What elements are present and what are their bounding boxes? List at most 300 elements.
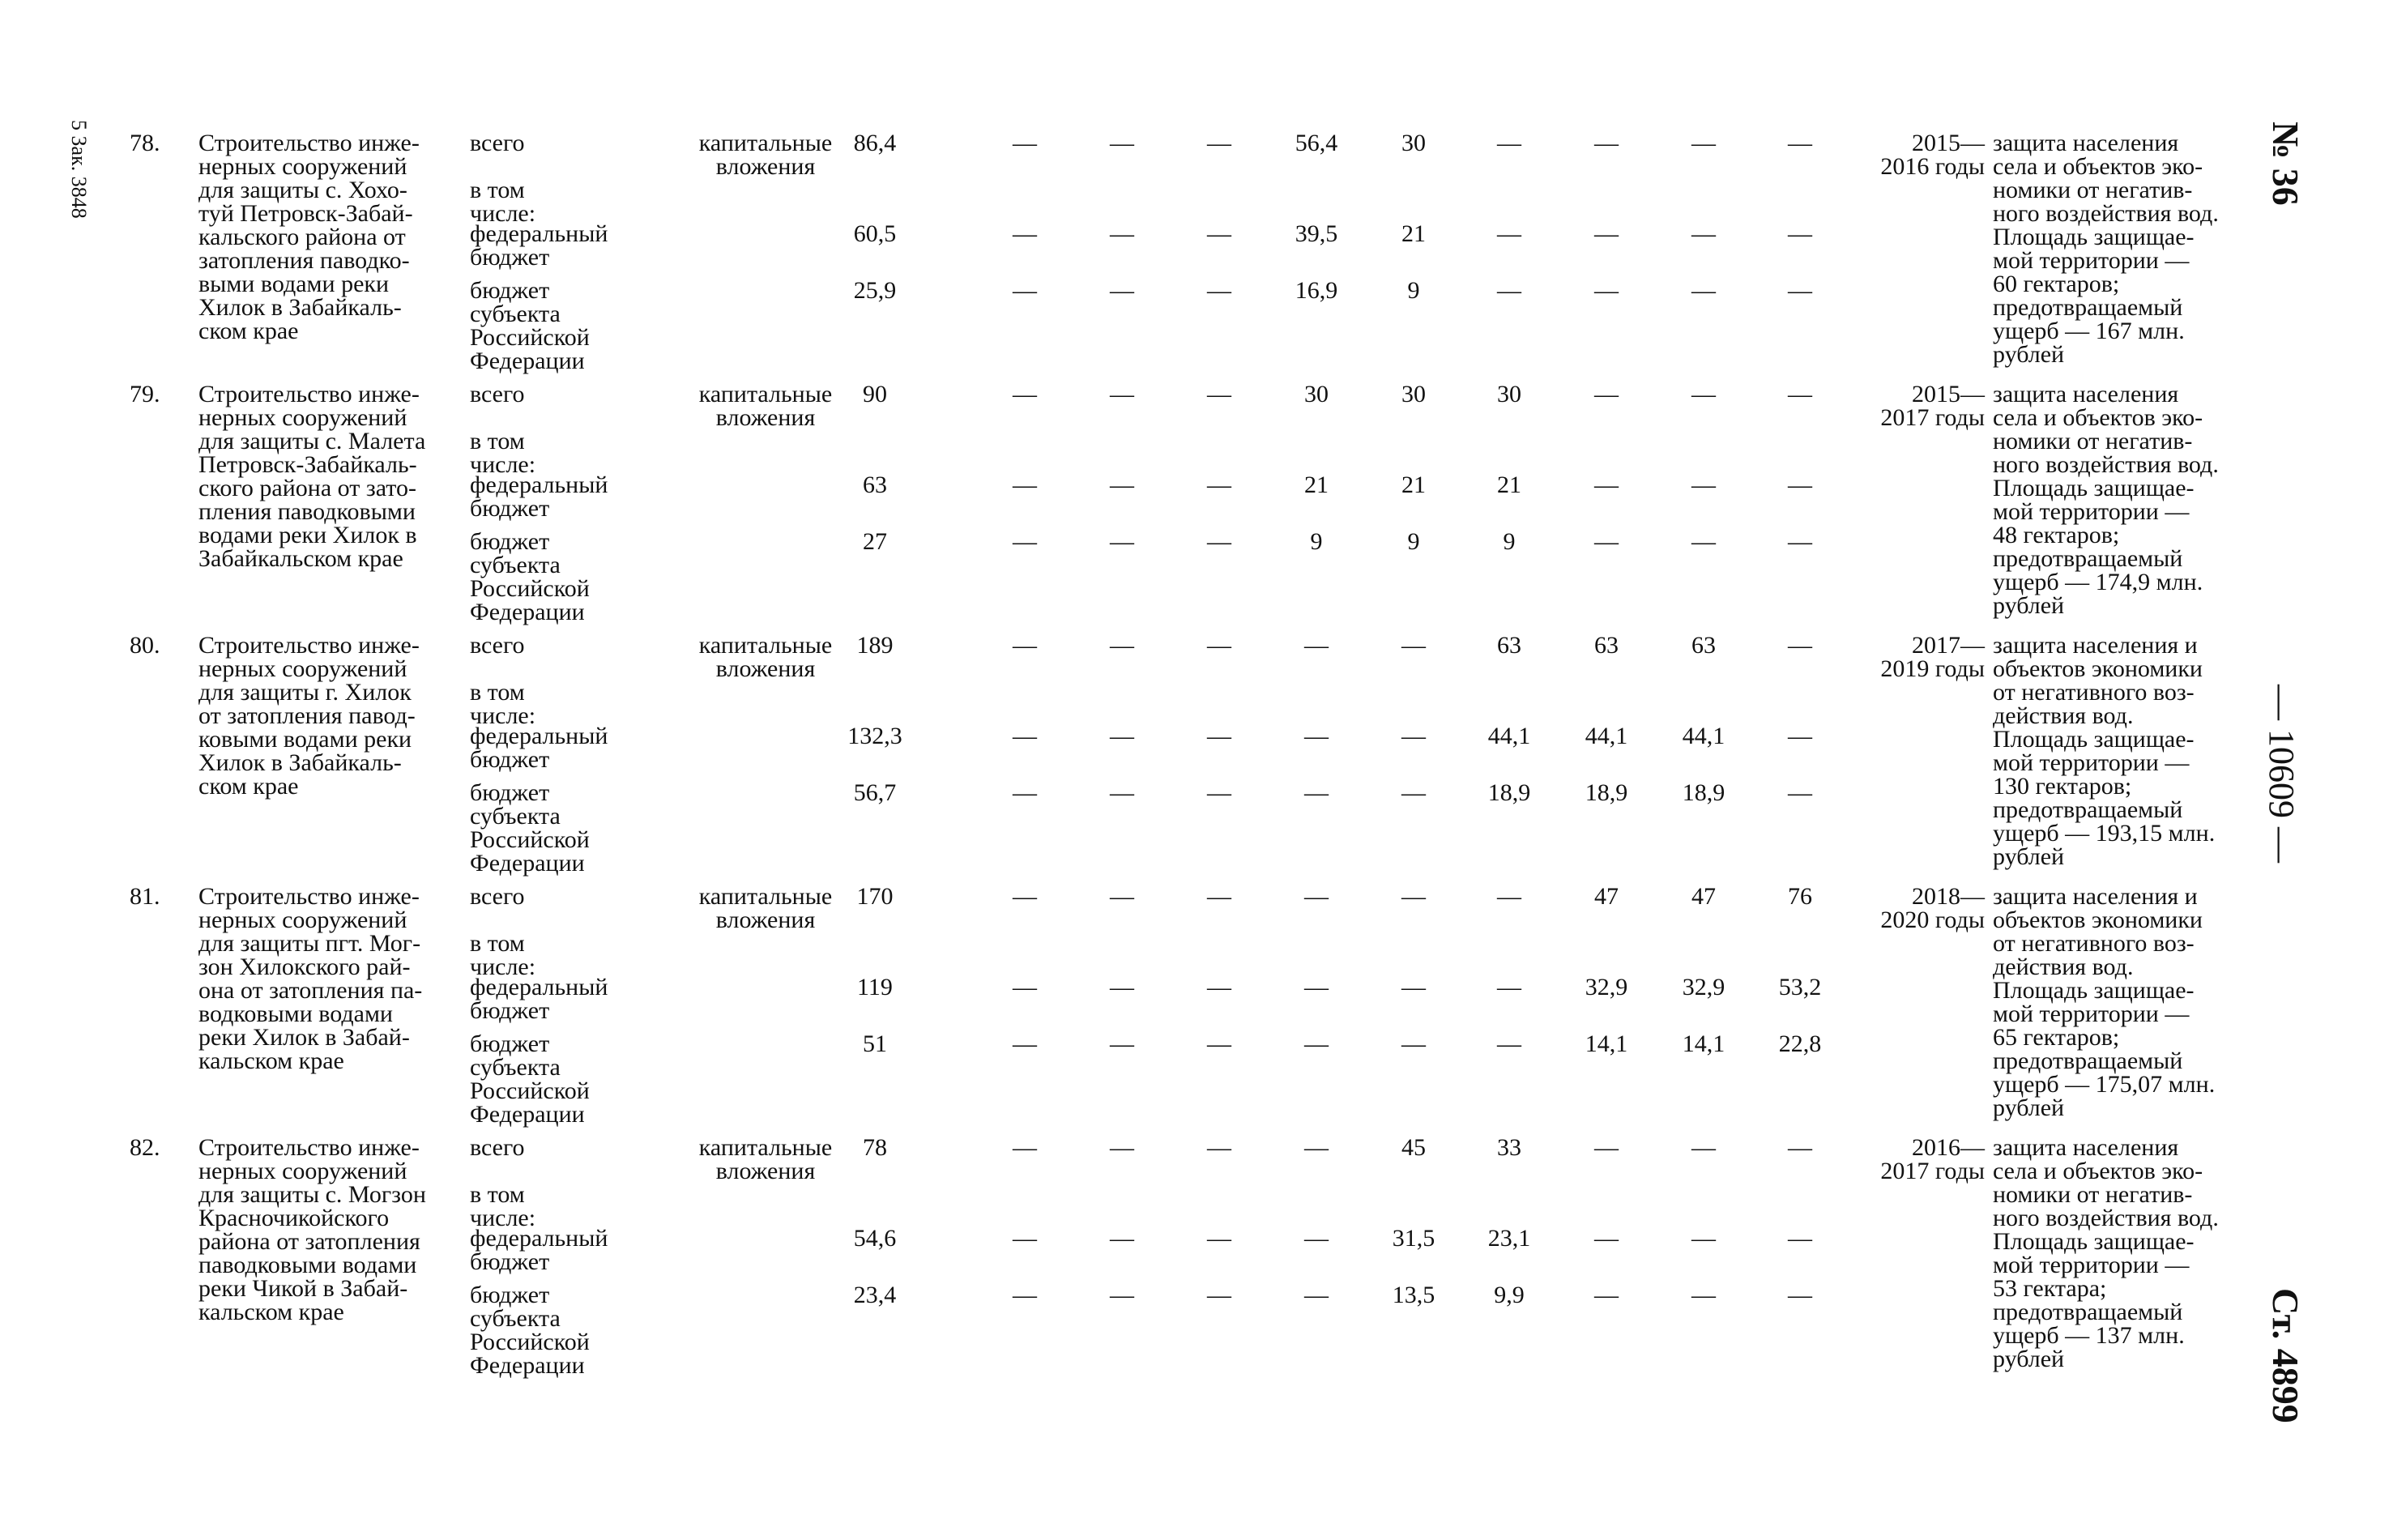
measure-name-line: зон Хилокского рай-: [198, 953, 411, 980]
result-line: защита населения: [1993, 381, 2179, 407]
value-cell: —: [1207, 277, 1231, 304]
measure-name-line: реки Хилок в Забай-: [198, 1024, 410, 1051]
value-cell: —: [1013, 130, 1037, 156]
funding-type-line: вложения: [715, 907, 816, 933]
period-line: 2019 годы: [1880, 655, 1985, 682]
value-cell: 30: [1304, 381, 1329, 407]
value-cell: —: [1013, 528, 1037, 555]
value-cell: —: [1594, 1134, 1619, 1161]
measure-name-line: Строительство инже-: [198, 883, 420, 910]
source-including-line: в том числе:: [470, 1181, 536, 1231]
source-regional-line: субъекта: [470, 1305, 561, 1332]
measure-name-line: Строительство инже-: [198, 130, 420, 156]
source-regional-line: Российской: [470, 575, 590, 602]
result-line: ущерб — 137 млн.: [1993, 1322, 2185, 1349]
value-cell: —: [1497, 883, 1521, 910]
order-number-margin: 5 Зак. 3848: [67, 120, 91, 219]
result-line: ного воздействия вод.: [1993, 200, 2219, 227]
result-line: ущерб — 174,9 млн.: [1993, 569, 2203, 595]
result-line: от негативного воз-: [1993, 679, 2195, 706]
value-cell: —: [1691, 277, 1716, 304]
result-line: мой территории —: [1993, 1252, 2190, 1278]
measure-name-line: пления паводковыми: [198, 498, 416, 525]
value-cell: —: [1110, 1030, 1134, 1057]
result-line: рублей: [1993, 1346, 2065, 1372]
value-cell: —: [1207, 528, 1231, 555]
value-cell: 63: [1594, 632, 1619, 659]
value-cell: —: [1304, 1282, 1329, 1308]
source-regional-line: Российской: [470, 324, 590, 351]
value-cell: 21: [1401, 471, 1426, 498]
implementation-period: [1742, 382, 1985, 429]
measure-name-line: для защиты с. Малета: [198, 428, 426, 454]
measure-name-line: нерных сооружений: [198, 153, 407, 180]
result-line: ущерб — 167 млн.: [1993, 318, 2185, 344]
row-number: 79.: [130, 381, 160, 407]
result-line: Площадь защищае-: [1993, 224, 2195, 250]
value-cell: 47: [1594, 883, 1619, 910]
value-cell: —: [1110, 1134, 1134, 1161]
result-line: 60 гектаров;: [1993, 271, 2120, 297]
value-cell: —: [1304, 883, 1329, 910]
measure-name-line: ском крае: [198, 773, 299, 800]
measure-name-line: водковыми водами: [198, 1000, 393, 1027]
value-cell: 86,4: [853, 130, 897, 156]
values-regional: [122, 1032, 2066, 1056]
value-cell: —: [1013, 779, 1037, 806]
value-cell: —: [1110, 1225, 1134, 1252]
value-cell: —: [1497, 220, 1521, 247]
result-line: Площадь защищае-: [1993, 726, 2195, 753]
source-regional-line: субъекта: [470, 1054, 561, 1081]
period-line: 2016—: [1912, 1134, 1985, 1161]
measure-name-line: района от затопления: [198, 1228, 420, 1255]
value-cell: —: [1304, 974, 1329, 1000]
value-cell: —: [1110, 723, 1134, 749]
value-cell: —: [1304, 779, 1329, 806]
result-line: защита населения: [1993, 130, 2179, 156]
result-line: 65 гектаров;: [1993, 1024, 2120, 1051]
result-line: ущерб — 175,07 млн.: [1993, 1071, 2216, 1098]
value-cell: 21: [1497, 471, 1521, 498]
value-cell: —: [1788, 528, 1812, 555]
value-cell: 25,9: [853, 277, 897, 304]
period-line: 2017—: [1912, 632, 1985, 659]
values-federal: [122, 1225, 2066, 1255]
implementation-period: [1742, 1136, 1985, 1183]
value-cell: —: [1691, 1225, 1716, 1252]
value-cell: —: [1110, 130, 1134, 156]
value-cell: —: [1691, 528, 1716, 555]
value-cell: —: [1304, 1134, 1329, 1161]
value-cell: —: [1110, 779, 1134, 806]
value-cell: —: [1207, 883, 1231, 910]
values-regional: [122, 781, 2066, 805]
value-cell: 31,5: [1392, 1225, 1435, 1252]
measure-name: [198, 633, 450, 798]
measure-name-line: водами реки Хилок в: [198, 522, 417, 548]
value-cell: —: [1013, 883, 1037, 910]
measure-name-line: Хилок в Забайкаль-: [198, 294, 402, 321]
source-regional-line: субъекта: [470, 552, 561, 578]
value-cell: —: [1013, 1134, 1037, 1161]
result-line: ного воздействия вод.: [1993, 451, 2219, 478]
result-line: мой территории —: [1993, 749, 2190, 776]
result-line: номики от негатив-: [1993, 177, 2193, 203]
values-regional: [122, 530, 2066, 554]
funding-type-line: капитальные: [698, 381, 833, 407]
result-line: рублей: [1993, 592, 2065, 619]
result-line: рублей: [1993, 341, 2065, 368]
result-line: действия вод.: [1993, 953, 2134, 980]
source-regional-line: бюджет: [470, 779, 550, 806]
value-cell: —: [1207, 130, 1231, 156]
funding-type-line: вложения: [715, 655, 816, 682]
source-including: [470, 429, 535, 476]
value-cell: 63: [1691, 632, 1716, 659]
source-federal-line: федеральный: [470, 471, 608, 498]
value-cell: —: [1691, 1134, 1716, 1161]
value-cell: 132,3: [847, 723, 902, 749]
value-cell: —: [1691, 381, 1716, 407]
source-including-line: в том числе:: [470, 177, 536, 227]
measure-name-line: кальском крае: [198, 1299, 344, 1325]
result-line: предотвращаемый: [1993, 796, 2183, 823]
value-cell: —: [1594, 1282, 1619, 1308]
source-federal-line: федеральный: [470, 974, 608, 1000]
source-regional-line: бюджет: [470, 1282, 550, 1308]
value-cell: 51: [863, 1030, 887, 1057]
value-cell: —: [1013, 1282, 1037, 1308]
funding-type-line: вложения: [715, 404, 816, 431]
result-line: Площадь защищае-: [1993, 1228, 2195, 1255]
value-cell: —: [1013, 1030, 1037, 1057]
measure-name-line: нерных сооружений: [198, 404, 407, 431]
value-cell: 63: [1497, 632, 1521, 659]
result-line: мой территории —: [1993, 247, 2190, 274]
source-including: [470, 680, 535, 727]
source-federal-line: бюджет: [470, 746, 550, 773]
value-cell: —: [1788, 1282, 1812, 1308]
source-regional-line: Федерации: [470, 1101, 585, 1128]
row-number: 78.: [130, 130, 160, 156]
value-cell: 39,5: [1295, 220, 1338, 247]
source-regional-line: субъекта: [470, 803, 561, 830]
implementation-period: [1742, 885, 1985, 932]
value-cell: 22,8: [1778, 1030, 1822, 1057]
value-cell: 44,1: [1487, 723, 1531, 749]
value-cell: —: [1788, 779, 1812, 806]
value-cell: —: [1401, 883, 1426, 910]
source-including: [470, 178, 535, 225]
value-cell: 18,9: [1682, 779, 1725, 806]
source-including-line: в том числе:: [470, 930, 536, 980]
value-cell: —: [1110, 381, 1134, 407]
value-cell: —: [1497, 277, 1521, 304]
source-including: [470, 932, 535, 979]
value-cell: —: [1207, 723, 1231, 749]
value-cell: —: [1788, 723, 1812, 749]
source-regional-line: бюджет: [470, 528, 550, 555]
values-regional: [122, 1283, 2066, 1308]
funding-type-line: капитальные: [698, 883, 833, 910]
measure-name-line: Строительство инже-: [198, 632, 420, 659]
measure-name-line: реки Чикой в Забай-: [198, 1275, 408, 1302]
value-cell: 189: [856, 632, 894, 659]
result-line: 48 гектаров;: [1993, 522, 2120, 548]
value-cell: —: [1788, 1225, 1812, 1252]
expected-result: [1993, 885, 2220, 1120]
value-cell: 13,5: [1392, 1282, 1435, 1308]
value-cell: —: [1594, 471, 1619, 498]
funding-type-line: вложения: [715, 1158, 816, 1184]
value-cell: —: [1110, 883, 1134, 910]
measure-name-line: кальском крае: [198, 1047, 344, 1074]
source-regional-line: Федерации: [470, 348, 585, 374]
result-line: от негативного воз-: [1993, 930, 2195, 957]
source-total-line: всего: [470, 1134, 525, 1161]
value-cell: —: [1594, 528, 1619, 555]
value-cell: 16,9: [1295, 277, 1338, 304]
result-line: защита населения и: [1993, 883, 2198, 910]
value-cell: —: [1691, 1282, 1716, 1308]
result-line: села и объектов эко-: [1993, 153, 2203, 180]
source-regional-line: Российской: [470, 826, 590, 853]
value-cell: —: [1401, 1030, 1426, 1057]
expected-result: [1993, 1136, 2220, 1371]
value-cell: —: [1013, 1225, 1037, 1252]
result-line: предотвращаемый: [1993, 294, 2183, 321]
source-regional-line: бюджет: [470, 277, 550, 304]
value-cell: —: [1497, 1030, 1521, 1057]
value-cell: —: [1207, 1030, 1231, 1057]
measure-name-line: от затопления павод-: [198, 702, 416, 729]
measure-name-line: ского района от зато-: [198, 475, 416, 501]
source-federal-line: бюджет: [470, 495, 550, 522]
source-federal-line: федеральный: [470, 220, 608, 247]
period-line: 2015—: [1912, 130, 1985, 156]
measure-name-line: туй Петровск-Забай-: [198, 200, 413, 227]
source-including: [470, 1183, 535, 1230]
value-cell: 21: [1304, 471, 1329, 498]
source-federal-line: бюджет: [470, 997, 550, 1024]
measure-name-line: нерных сооружений: [198, 1158, 407, 1184]
page-number: Ст. 4899: [2265, 1288, 2306, 1423]
result-line: 53 гектара;: [1993, 1275, 2107, 1302]
value-cell: —: [1207, 381, 1231, 407]
value-cell: 44,1: [1585, 723, 1628, 749]
values-federal: [122, 473, 2066, 497]
value-cell: 18,9: [1487, 779, 1531, 806]
value-cell: —: [1594, 381, 1619, 407]
source-total-line: всего: [470, 381, 525, 407]
value-cell: 9: [1407, 528, 1420, 555]
value-cell: —: [1691, 130, 1716, 156]
value-cell: —: [1594, 1225, 1619, 1252]
value-cell: 30: [1401, 381, 1426, 407]
measure-name-line: ском крае: [198, 318, 299, 344]
value-cell: —: [1013, 471, 1037, 498]
value-cell: —: [1110, 632, 1134, 659]
source-total-line: всего: [470, 632, 525, 659]
value-cell: —: [1304, 1030, 1329, 1057]
value-cell: —: [1304, 632, 1329, 659]
row-number: 80.: [130, 632, 160, 659]
result-line: рублей: [1993, 843, 2065, 870]
result-line: ного воздействия вод.: [1993, 1205, 2219, 1231]
value-cell: 170: [856, 883, 894, 910]
funding-type-line: капитальные: [698, 1134, 833, 1161]
result-line: предотвращаемый: [1993, 1299, 2183, 1325]
measure-name-line: для защиты г. Хилок: [198, 679, 412, 706]
value-cell: 53,2: [1778, 974, 1822, 1000]
value-cell: 21: [1401, 220, 1426, 247]
value-cell: 54,6: [853, 1225, 897, 1252]
value-cell: —: [1304, 723, 1329, 749]
source-federal-line: бюджет: [470, 1248, 550, 1275]
value-cell: —: [1207, 974, 1231, 1000]
expected-result: [1993, 382, 2220, 617]
value-cell: 32,9: [1585, 974, 1628, 1000]
source-total-line: всего: [470, 883, 525, 910]
expected-result: [1993, 633, 2220, 868]
source-regional-line: Российской: [470, 1077, 590, 1104]
result-line: номики от негатив-: [1993, 428, 2193, 454]
result-line: Площадь защищае-: [1993, 475, 2195, 501]
value-cell: —: [1401, 779, 1426, 806]
result-line: номики от негатив-: [1993, 1181, 2193, 1208]
result-line: ущерб — 193,15 млн.: [1993, 820, 2216, 847]
value-cell: 119: [857, 974, 893, 1000]
source-regional-line: Федерации: [470, 599, 585, 625]
source-including-line: в том числе:: [470, 679, 536, 729]
document-number: — 10609 —: [2262, 685, 2301, 863]
period-line: 2015—: [1912, 381, 1985, 407]
measure-name-line: ковыми водами реки: [198, 726, 412, 753]
value-cell: 60,5: [853, 220, 897, 247]
value-cell: —: [1691, 471, 1716, 498]
result-line: защита населения: [1993, 1134, 2179, 1161]
result-line: села и объектов эко-: [1993, 1158, 2203, 1184]
row-number: 82.: [130, 1134, 160, 1161]
value-cell: —: [1788, 277, 1812, 304]
source-federal-line: федеральный: [470, 1225, 608, 1252]
funding-type-line: капитальные: [698, 632, 833, 659]
period-line: 2017 годы: [1880, 404, 1985, 431]
value-cell: 14,1: [1682, 1030, 1725, 1057]
measure-name-line: паводковыми водами: [198, 1252, 417, 1278]
value-cell: 45: [1401, 1134, 1426, 1161]
values-federal: [122, 974, 2066, 1004]
result-line: предотвращаемый: [1993, 545, 2183, 572]
value-cell: —: [1497, 130, 1521, 156]
value-cell: —: [1013, 974, 1037, 1000]
result-line: села и объектов эко-: [1993, 404, 2203, 431]
result-line: мой территории —: [1993, 498, 2190, 525]
result-line: рублей: [1993, 1094, 2065, 1121]
measure-name-line: Петровск-Забайкаль-: [198, 451, 417, 478]
period-line: 2016 годы: [1880, 153, 1985, 180]
values-federal: [122, 222, 2066, 246]
measure-name-line: выми водами реки: [198, 271, 390, 297]
measure-name-line: затопления паводко-: [198, 247, 410, 274]
period-line: 2020 годы: [1880, 907, 1985, 933]
value-cell: —: [1207, 632, 1231, 659]
value-cell: —: [1594, 277, 1619, 304]
value-cell: 32,9: [1682, 974, 1725, 1000]
result-line: защита населения и: [1993, 632, 2198, 659]
value-cell: 9: [1310, 528, 1323, 555]
value-cell: 27: [863, 528, 887, 555]
value-cell: 30: [1497, 381, 1521, 407]
measure-name-line: для защиты с. Хохо-: [198, 177, 407, 203]
value-cell: —: [1013, 277, 1037, 304]
value-cell: —: [1207, 1282, 1231, 1308]
value-cell: —: [1497, 974, 1521, 1000]
issue-number: № 36: [2265, 122, 2306, 206]
funding-type-line: капитальные: [698, 130, 833, 156]
value-cell: —: [1401, 974, 1426, 1000]
value-cell: —: [1401, 632, 1426, 659]
measure-name-line: Забайкальском крае: [198, 545, 403, 572]
value-cell: —: [1788, 130, 1812, 156]
measure-name-line: для защиты пгт. Мог-: [198, 930, 421, 957]
measure-name-line: Строительство инже-: [198, 1134, 420, 1161]
result-line: Площадь защищае-: [1993, 977, 2195, 1004]
value-cell: 23,1: [1487, 1225, 1531, 1252]
value-cell: —: [1788, 632, 1812, 659]
measure-name-line: нерных сооружений: [198, 907, 407, 933]
value-cell: 14,1: [1585, 1030, 1628, 1057]
implementation-period: [1742, 131, 1985, 178]
value-cell: —: [1110, 974, 1134, 1000]
expected-result: [1993, 131, 2220, 366]
period-line: 2017 годы: [1880, 1158, 1985, 1184]
value-cell: 23,4: [853, 1282, 897, 1308]
value-cell: —: [1110, 471, 1134, 498]
source-federal-line: федеральный: [470, 723, 608, 749]
measure-name-line: Красночикойского: [198, 1205, 390, 1231]
value-cell: 44,1: [1682, 723, 1725, 749]
value-cell: —: [1110, 220, 1134, 247]
row-number: 81.: [130, 883, 160, 910]
value-cell: 18,9: [1585, 779, 1628, 806]
value-cell: 56,4: [1295, 130, 1338, 156]
value-cell: —: [1110, 1282, 1134, 1308]
value-cell: —: [1110, 277, 1134, 304]
result-line: предотвращаемый: [1993, 1047, 2183, 1074]
value-cell: 30: [1401, 130, 1426, 156]
result-line: действия вод.: [1993, 702, 2134, 729]
value-cell: 9,9: [1494, 1282, 1525, 1308]
value-cell: —: [1013, 220, 1037, 247]
measure-name-line: кальского района от: [198, 224, 406, 250]
value-cell: —: [1401, 723, 1426, 749]
source-regional-line: бюджет: [470, 1030, 550, 1057]
value-cell: —: [1207, 471, 1231, 498]
value-cell: 78: [863, 1134, 887, 1161]
value-cell: —: [1013, 381, 1037, 407]
value-cell: —: [1788, 381, 1812, 407]
value-cell: —: [1594, 130, 1619, 156]
measure-name-line: Хилок в Забайкаль-: [198, 749, 402, 776]
value-cell: —: [1110, 528, 1134, 555]
value-cell: —: [1788, 471, 1812, 498]
source-regional-line: Федерации: [470, 1352, 585, 1379]
value-cell: —: [1304, 1225, 1329, 1252]
value-cell: 9: [1503, 528, 1516, 555]
measure-name-line: она от затопления па-: [198, 977, 423, 1004]
